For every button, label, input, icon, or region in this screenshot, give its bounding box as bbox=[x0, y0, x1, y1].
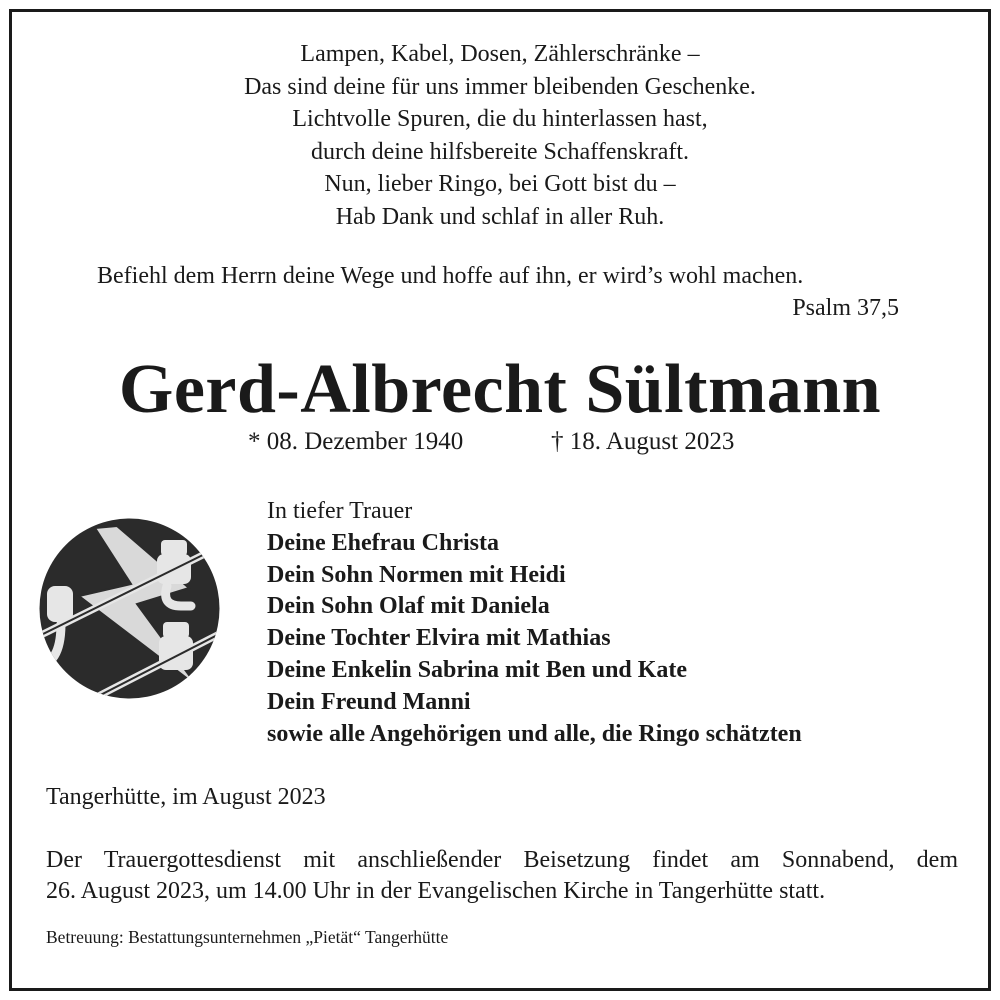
funeral-home-credit: Betreuung: Bestattungsunternehmen „Pietät“ Tangerhütte bbox=[46, 927, 449, 947]
poem-line: durch deine hilfsbereite Schaffenskraft. bbox=[310, 138, 690, 165]
place-and-date: Tangerhütte, im August 2023 bbox=[46, 784, 326, 810]
mourner-name: Dein Sohn Normen mit Heidi bbox=[267, 561, 566, 588]
mourner-name: Deine Enkelin Sabrina mit Ben und Kate bbox=[267, 656, 688, 683]
mourner-name: sowie alle Angehörigen und alle, die Ringo schätzten bbox=[267, 720, 802, 747]
mourner-name: Dein Freund Manni bbox=[267, 688, 471, 715]
electrician-guild-emblem-icon bbox=[39, 518, 220, 699]
poem-line: Lampen, Kabel, Dosen, Zählerschränke – bbox=[300, 41, 700, 67]
poem-line: Nun, lieber Ringo, bei Gott bist du – bbox=[324, 171, 676, 197]
poem-line: Das sind deine für uns immer bleibenden Geschenke. bbox=[244, 73, 756, 100]
mourners-intro: In tiefer Trauer bbox=[267, 498, 413, 524]
bible-verse-reference: Psalm 37,5 bbox=[792, 295, 899, 321]
funeral-service-notice bbox=[46, 845, 958, 907]
deceased-name: Gerd-Albrecht Sültmann bbox=[118, 351, 882, 428]
mourners-list bbox=[267, 496, 802, 750]
mourner-name: Dein Sohn Olaf mit Daniela bbox=[267, 593, 550, 620]
mourner-name: Deine Ehefrau Christa bbox=[267, 529, 499, 556]
service-line: 26. August 2023, um 14.00 Uhr in der Evangelischen Kirche in Tangerhütte statt. bbox=[46, 878, 826, 904]
bible-verse: Befiehl dem Herrn deine Wege und hoffe auf ihn, er wird’s wohl machen. bbox=[97, 263, 804, 289]
death-date: † 18. August 2023 bbox=[551, 428, 735, 455]
poem-line: Hab Dank und schlaf in aller Ruh. bbox=[335, 203, 665, 230]
poem bbox=[0, 38, 1000, 233]
poem-line: Lichtvolle Spuren, die du hinterlassen hast, bbox=[292, 106, 708, 132]
mourner-name: Deine Tochter Elvira mit Mathias bbox=[267, 625, 611, 652]
service-line: Der Trauergottesdienst mit anschließender Beisetzung findet am Sonnabend, dem bbox=[46, 847, 958, 873]
birth-date: * 08. Dezember 1940 bbox=[248, 428, 464, 455]
